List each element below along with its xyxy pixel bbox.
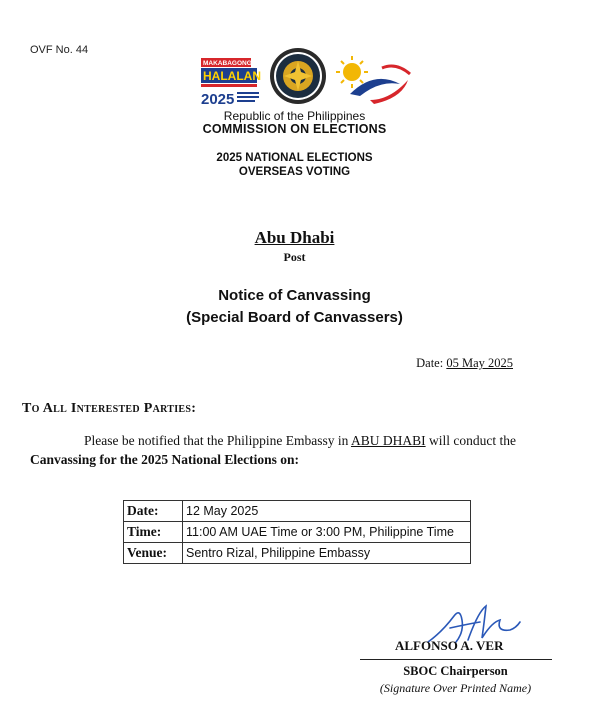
body-part1: Please be notified that the Philippine Embassy in — [84, 433, 351, 448]
body-canvassing-line: Canvassing for the 2025 National Elections on: — [30, 452, 300, 467]
date-value: 05 May 2025 — [446, 356, 513, 370]
signature-line — [360, 659, 552, 660]
notice-date — [416, 356, 513, 371]
halalan-line2: HALALAN — [203, 69, 261, 83]
notice-subtitle: (Special Board of Canvassers) — [186, 309, 403, 326]
detail-value: Sentro Rizal, Philippine Embassy — [183, 543, 471, 564]
table-row — [124, 522, 471, 543]
signature-caption: (Signature Over Printed Name) — [379, 681, 532, 695]
detail-label: Venue: — [124, 543, 183, 564]
signatory-role: SBOC Chairperson — [403, 664, 508, 678]
body-post: ABU DHABI — [350, 433, 426, 448]
overseas-voting-icon — [330, 50, 416, 106]
detail-value: 11:00 AM UAE Time or 3:00 PM, Philippine Time — [183, 522, 471, 543]
detail-value: 12 May 2025 — [183, 501, 471, 522]
table-row — [124, 501, 471, 522]
halalan-year: 2025 — [201, 91, 235, 108]
signatory-name: ALFONSO A. VER — [395, 638, 504, 653]
canvassing-details-table — [123, 500, 471, 564]
body-part2: will conduct the — [425, 433, 516, 448]
overseas-label: OVERSEAS VOTING — [238, 166, 351, 178]
commission-label: COMMISSION ON ELECTIONS — [202, 122, 387, 136]
body-paragraph — [84, 433, 554, 449]
post-name: Abu Dhabi — [254, 228, 335, 247]
post-label: Post — [283, 250, 306, 264]
halalan-line1: MAKABAGONG — [203, 60, 252, 67]
addressee: To All Interested Parties: — [22, 401, 197, 416]
comelec-seal-icon — [268, 46, 328, 106]
detail-label: Time: — [124, 522, 183, 543]
form-number: OVF No. 44 — [30, 44, 89, 56]
notice-title: Notice of Canvassing — [218, 287, 371, 304]
halalan-2025-logo — [199, 56, 263, 110]
republic-label: Republic of the Philippines — [223, 109, 366, 123]
date-label: Date: — [416, 356, 447, 370]
detail-label: Date: — [124, 501, 183, 522]
table-row — [124, 543, 471, 564]
elections-label: 2025 NATIONAL ELECTIONS — [216, 152, 373, 164]
